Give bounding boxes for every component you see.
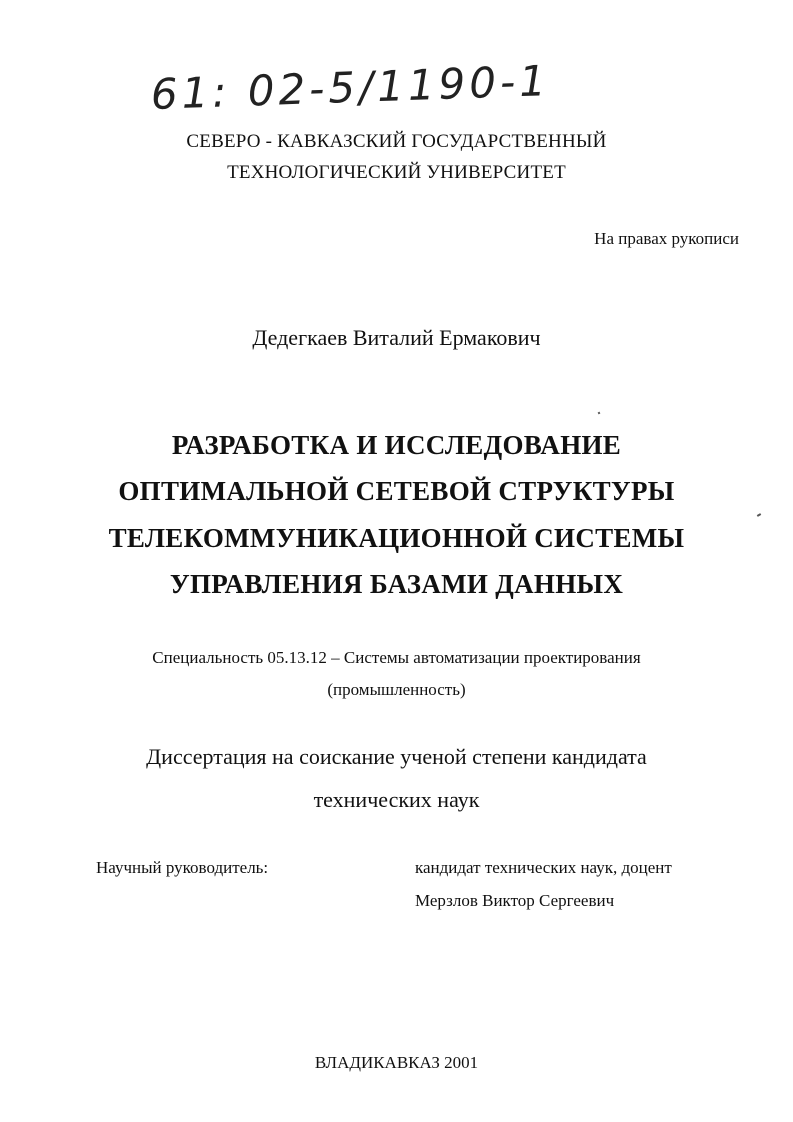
advisor-label: Научный руководитель: bbox=[96, 858, 269, 877]
scan-speck bbox=[598, 412, 601, 415]
degree-statement-line-2: технических наук bbox=[313, 787, 480, 812]
dissertation-title-line-3: ТЕЛЕКОММУНИКАЦИОННОЙ СИСТЕМЫ bbox=[108, 523, 685, 553]
advisor-name: Мерзлов Виктор Сергеевич bbox=[415, 891, 615, 910]
specialty-line-2: (промышленность) bbox=[327, 680, 466, 699]
dissertation-title-line-2: ОПТИМАЛЬНОЙ СЕТЕВОЙ СТРУКТУРЫ bbox=[118, 476, 675, 506]
city-year: ВЛАДИКАВКАЗ 2001 bbox=[314, 1053, 479, 1072]
specialty-line-1: Специальность 05.13.12 – Системы автоматизации проектирования bbox=[152, 648, 641, 667]
advisor-rank: кандидат технических наук, доцент bbox=[415, 858, 672, 877]
author-name: Дедегкаев Виталий Ермакович bbox=[252, 325, 541, 350]
degree-statement-line-1: Диссертация на соискание ученой степени кандидата bbox=[146, 744, 647, 769]
handwritten-catalog-number: 61: 02-5/1190-1 bbox=[150, 56, 551, 119]
manuscript-rights-note: На правах рукописи bbox=[594, 229, 739, 248]
dissertation-title-line-1: РАЗРАБОТКА И ИССЛЕДОВАНИЕ bbox=[171, 430, 622, 460]
dissertation-title-line-4: УПРАВЛЕНИЯ БАЗАМИ ДАННЫХ bbox=[169, 569, 624, 599]
scan-speck bbox=[757, 513, 761, 517]
university-name-line-1: СЕВЕРО - КАВКАЗСКИЙ ГОСУДАРСТВЕННЫЙ bbox=[186, 131, 607, 152]
university-name-line-2: ТЕХНОЛОГИЧЕСКИЙ УНИВЕРСИТЕТ bbox=[227, 162, 566, 183]
